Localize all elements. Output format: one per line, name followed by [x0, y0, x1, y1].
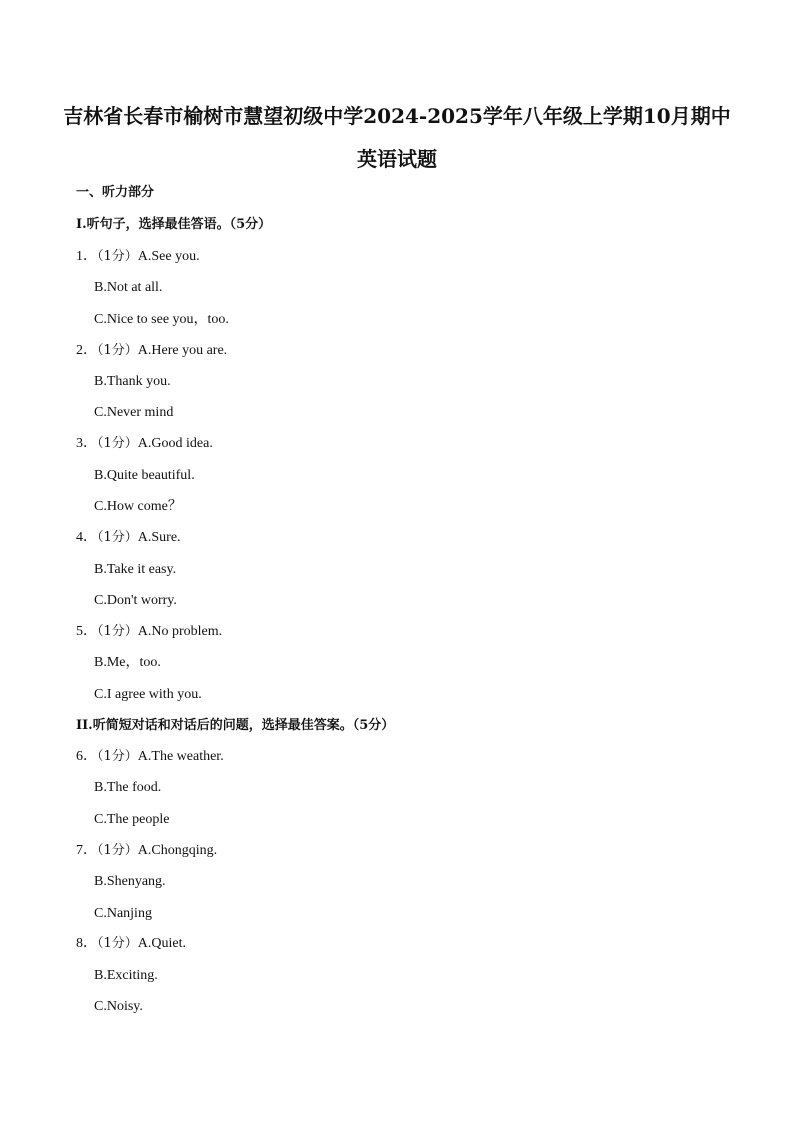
option-b: B.The food.	[94, 780, 162, 795]
question-score: （1分）	[97, 936, 138, 951]
option-c: C.How come？	[94, 499, 182, 514]
question-number: 4．	[76, 530, 97, 545]
option-b: B.Thank you.	[94, 374, 171, 389]
option-a: A.See you.	[137, 249, 200, 264]
question-5	[76, 623, 222, 641]
option-a: A.Chongqing.	[137, 843, 218, 858]
part-heading-1: I.听句子，选择最佳答语。（5分）	[76, 217, 272, 232]
question-number: 7．	[76, 843, 97, 858]
option-a: A.Here you are.	[137, 343, 228, 358]
option-b: B.Shenyang.	[94, 874, 166, 889]
question-6	[76, 748, 224, 766]
option-c: C.The people	[94, 812, 170, 827]
question-4	[76, 529, 181, 547]
question-3	[76, 435, 213, 453]
question-score: （1分）	[97, 343, 138, 358]
option-c: C.Never mind	[94, 405, 174, 420]
option-b: B.Take it easy.	[94, 562, 177, 577]
part-heading-2: II.听简短对话和对话后的问题，选择最佳答案。（5分）	[76, 718, 395, 733]
option-c: C.Noisy.	[94, 999, 143, 1014]
option-c: C.Nice to see you，too.	[94, 312, 229, 327]
question-score: （1分）	[97, 749, 138, 764]
option-b: B.Quite beautiful.	[94, 468, 195, 483]
question-score: （1分）	[97, 436, 138, 451]
option-c: C.Don't worry.	[94, 593, 177, 608]
option-b: B.Me，too.	[94, 655, 161, 670]
question-1	[76, 248, 200, 266]
option-a: A.No problem.	[137, 624, 223, 639]
option-a: A.Good idea.	[137, 436, 213, 451]
option-a: A.The weather.	[137, 749, 224, 764]
option-b: B.Not at all.	[94, 280, 163, 295]
section-listening: 一、听力部分	[76, 185, 155, 200]
question-number: 6．	[76, 749, 97, 764]
question-number: 8．	[76, 936, 97, 951]
question-score: （1分）	[97, 249, 138, 264]
option-a: A.Quiet.	[137, 936, 186, 951]
question-2	[76, 342, 227, 360]
question-number: 3．	[76, 436, 97, 451]
question-score: （1分）	[97, 530, 138, 545]
question-8	[76, 935, 186, 953]
option-a: A.Sure.	[137, 530, 181, 545]
exam-title-line2: 英语试题	[357, 147, 437, 171]
question-number: 2．	[76, 343, 97, 358]
exam-title-line1: 吉林省长春市榆树市慧望初级中学2024-2025学年八年级上学期10月期中	[63, 104, 731, 128]
question-score: （1分）	[97, 843, 138, 858]
option-c: C.I agree with you.	[94, 687, 202, 702]
option-b: B.Exciting.	[94, 968, 158, 983]
question-7	[76, 842, 217, 860]
question-number: 1．	[76, 249, 97, 264]
question-score: （1分）	[97, 624, 138, 639]
option-c: C.Nanjing	[94, 906, 152, 921]
question-number: 5．	[76, 624, 97, 639]
